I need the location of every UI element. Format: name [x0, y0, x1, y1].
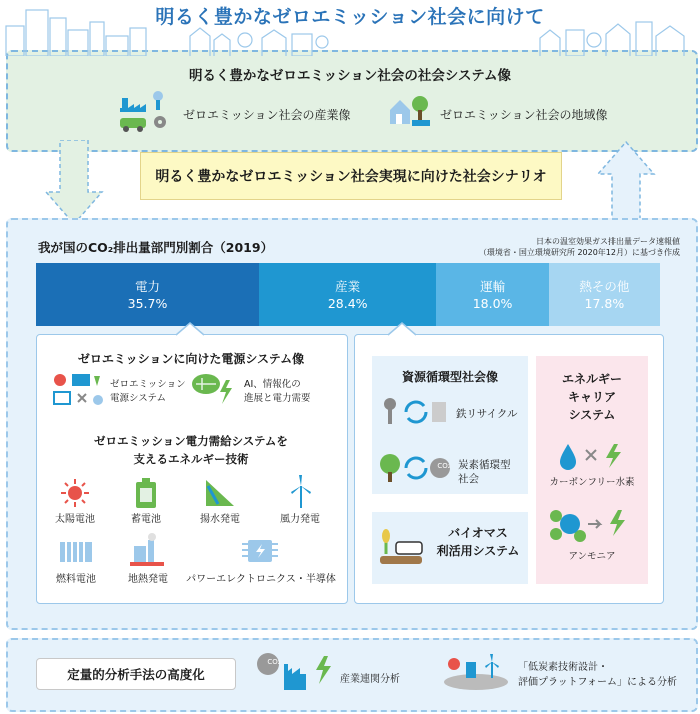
pumped-hydro-icon	[204, 478, 236, 508]
energy-tech-title	[36, 432, 346, 468]
emissions-source-line2: （環境省・国立環境研究所 2020年12月）に基づき作成	[478, 248, 680, 257]
card-pointer-right	[354, 318, 662, 336]
emission-segment-name: 運輸	[480, 278, 506, 294]
pumped-hydro-label: 揚水発電	[200, 514, 240, 525]
carbon-cycle-label	[458, 458, 511, 486]
recycling-title: 資源循環型社会像	[401, 370, 498, 384]
ai-demand-label	[244, 378, 311, 406]
emission-segment-2	[436, 263, 548, 326]
ai-demand-line2: 進展と電力需要	[244, 393, 311, 404]
zero-emission-power-label	[110, 378, 186, 406]
emissions-bar	[36, 263, 660, 326]
emissions-source	[420, 236, 680, 258]
regional-icon	[388, 92, 432, 130]
biomass-icon	[378, 526, 428, 566]
solar-cell-label: 太陽電池	[55, 514, 95, 525]
carbon-cycle-line2: 社会	[458, 473, 479, 485]
analysis-title: 定量的分析手法の高度化	[36, 658, 236, 690]
ai-brain-icon	[190, 372, 240, 408]
emission-segment-name: 産業	[335, 278, 361, 294]
platform-label	[518, 660, 677, 690]
social-scenario-box: 明るく豊かなゼロエミッション社会実現に向けた社会シナリオ	[140, 152, 562, 200]
main-title: 明るく豊かなゼロエミッション社会に向けて	[155, 6, 545, 28]
energy-tech-title-line2: 支えるエネルギー技術	[133, 452, 249, 466]
biomass-title-line2: 利活用システム	[436, 544, 520, 558]
iron-recycle-icon	[380, 396, 450, 428]
energy-carrier-line2: キャリア	[567, 390, 616, 404]
power-electronics-label: パワーエレクトロニクス・半導体	[186, 574, 336, 585]
zero-emission-power-line2: 電源システム	[110, 393, 167, 404]
ammonia-label: アンモニア	[568, 551, 616, 562]
battery-label: 蓄電池	[131, 514, 161, 525]
battery-icon	[134, 478, 158, 508]
ai-demand-line1: AI、情報化の	[244, 379, 301, 390]
platform-icon	[440, 652, 512, 692]
carbon-cycle-line1: 炭素循環型	[458, 459, 511, 471]
energy-carrier-title	[536, 370, 648, 424]
iron-recycle-label: 鉄リサイクル	[456, 408, 518, 420]
emission-segment-1	[259, 263, 436, 326]
emissions-title: 我が国のCO₂排出量部門別割合（2019）	[38, 240, 274, 255]
geothermal-label: 地熱発電	[128, 574, 168, 585]
up-arrow	[596, 140, 656, 226]
power-system-title: ゼロエミッションに向けた電源システム像	[77, 352, 305, 366]
fuel-cell-label: 燃料電池	[56, 574, 96, 585]
industry-icon	[118, 88, 178, 134]
semiconductor-icon	[240, 536, 280, 566]
regional-label: ゼロエミッション社会の地域像	[440, 108, 608, 122]
geothermal-icon	[130, 532, 164, 566]
emission-segment-0	[36, 263, 259, 326]
hydrogen-label: カーボンフリー水素	[549, 477, 635, 488]
energy-carrier-line1: エネルギー	[561, 372, 622, 386]
industry-label: ゼロエミッション社会の産業像	[183, 108, 351, 122]
fuel-cell-icon	[60, 538, 92, 566]
biomass-title	[430, 524, 526, 560]
solar-cell-icon	[60, 478, 90, 508]
emissions-source-line1: 日本の温室効果ガス排出量データ速報値	[536, 237, 680, 246]
co2-text-icon: CO₂	[437, 462, 451, 470]
hydrogen-icon	[556, 442, 628, 470]
co2-text-icon-bottom: CO₂	[267, 658, 281, 666]
platform-line2: 評価プラットフォーム」による分析	[518, 677, 677, 688]
emission-segment-name: 電力	[134, 278, 160, 294]
zero-emission-power-icon	[50, 370, 106, 410]
emission-segment-3	[549, 263, 660, 326]
wind-turbine-icon	[286, 474, 316, 508]
down-arrow	[44, 140, 104, 226]
emission-segment-value: 18.0%	[472, 295, 513, 311]
ammonia-icon	[548, 506, 630, 544]
social-system-title: 明るく豊かなゼロエミッション社会の社会システム像	[188, 68, 512, 84]
energy-carrier-line3: システム	[568, 408, 616, 422]
interindustry-label: 産業連関分析	[340, 674, 400, 685]
energy-tech-title-line1: ゼロエミッション電力需給システムを	[94, 434, 288, 448]
emission-segment-value: 28.4%	[327, 295, 368, 311]
biomass-title-line1: バイオマス	[448, 526, 508, 540]
emission-segment-name: 熱その他	[579, 278, 630, 294]
wind-power-label: 風力発電	[280, 514, 320, 525]
emission-segment-value: 35.7%	[127, 295, 168, 311]
platform-line1: 「低炭素技術設計・	[518, 662, 608, 673]
card-pointer	[36, 318, 346, 336]
zero-emission-power-line1: ゼロエミッション	[110, 379, 186, 390]
emission-segment-value: 17.8%	[584, 295, 625, 311]
